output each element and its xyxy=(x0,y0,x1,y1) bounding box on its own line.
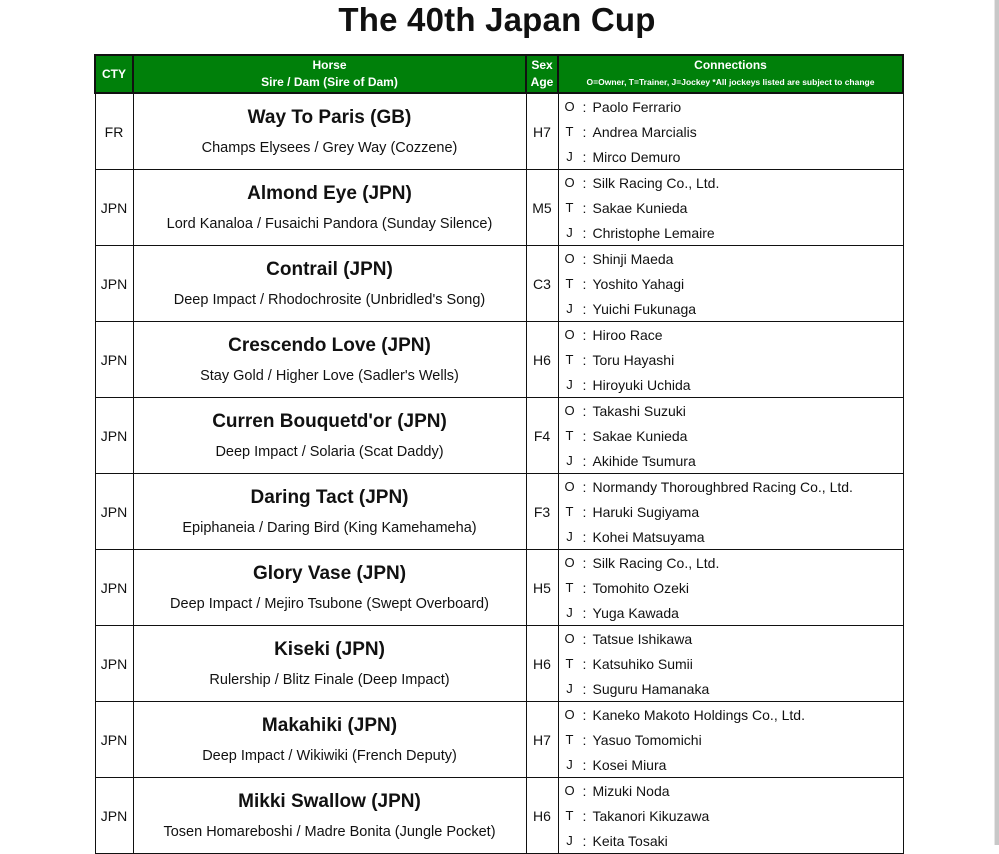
connection-name: Takanori Kikuzawa xyxy=(592,807,710,824)
connection-role: O xyxy=(564,707,575,722)
connection-name: Paolo Ferrario xyxy=(592,98,682,115)
connection-line xyxy=(559,296,903,321)
connection-line xyxy=(559,524,903,549)
sex-age-cell: C3 xyxy=(526,246,558,322)
connection-name: Shinji Maeda xyxy=(592,250,674,267)
connection-line xyxy=(559,778,903,803)
connection-line xyxy=(559,398,903,423)
sex-age-cell: H5 xyxy=(526,550,558,626)
connections-cell xyxy=(558,398,903,474)
connection-name: Haruki Sugiyama xyxy=(592,503,700,520)
connection-line xyxy=(559,423,903,448)
connection-name: Yoshito Yahagi xyxy=(592,275,685,292)
connection-name: Tatsue Ishikawa xyxy=(592,630,693,647)
table-row xyxy=(95,246,903,322)
header-pedigree-label: Sire / Dam (Sire of Dam) xyxy=(261,75,398,89)
connection-separator: : xyxy=(582,250,587,267)
connection-separator: : xyxy=(582,452,587,469)
connection-role: O xyxy=(564,631,575,646)
connection-role: T xyxy=(565,732,574,747)
horse-name: Curren Bouquetd'or (JPN) xyxy=(212,410,447,432)
connection-line xyxy=(559,828,903,853)
connections-cell xyxy=(558,702,903,778)
header-cty xyxy=(95,55,133,93)
header-connections-legend: O=Owner, T=Trainer, J=Jockey *All jockeys listed are subject to change xyxy=(586,77,875,87)
horse-name: Glory Vase (JPN) xyxy=(252,562,407,584)
connection-name: Hiroo Race xyxy=(592,326,663,343)
connection-line xyxy=(559,651,903,676)
country-cell: JPN xyxy=(95,626,133,702)
horse-pedigree: Champs Elysees / Grey Way (Cozzene) xyxy=(201,139,458,156)
sex-age-cell: M5 xyxy=(526,170,558,246)
connection-role: J xyxy=(566,453,573,468)
connection-separator: : xyxy=(582,98,587,115)
connection-line xyxy=(559,220,903,245)
connection-name: Christophe Lemaire xyxy=(592,224,715,241)
sex-age-cell: F4 xyxy=(526,398,558,474)
sex-age-cell: H6 xyxy=(526,778,558,854)
connection-role: T xyxy=(565,504,574,519)
horse-name: Contrail (JPN) xyxy=(266,258,393,280)
connection-name: Sakae Kunieda xyxy=(592,427,688,444)
connections-cell xyxy=(558,778,903,854)
sex-age-cell: F3 xyxy=(526,474,558,550)
horse-pedigree: Stay Gold / Higher Love (Sadler's Wells) xyxy=(200,367,459,384)
header-age-label: Age xyxy=(530,75,554,89)
connection-line xyxy=(559,752,903,777)
connection-separator: : xyxy=(582,275,587,292)
connection-role: J xyxy=(566,149,573,164)
connection-role: J xyxy=(566,529,573,544)
header-connections xyxy=(558,55,903,93)
connection-separator: : xyxy=(582,832,587,849)
horse-cell xyxy=(133,474,526,550)
horse-cell xyxy=(133,550,526,626)
connections-cell xyxy=(558,93,903,170)
table-header-row xyxy=(95,55,903,93)
connection-line xyxy=(559,575,903,600)
connection-role: O xyxy=(564,783,575,798)
connection-separator: : xyxy=(582,782,587,799)
connection-line xyxy=(559,550,903,575)
horse-pedigree: Deep Impact / Solaria (Scat Daddy) xyxy=(215,443,444,460)
connection-name: Akihide Tsumura xyxy=(592,452,696,469)
horse-cell xyxy=(133,246,526,322)
table-row xyxy=(95,626,903,702)
connection-role: T xyxy=(565,200,574,215)
connection-separator: : xyxy=(582,300,587,317)
connection-name: Silk Racing Co., Ltd. xyxy=(592,554,720,571)
connection-name: Yuga Kawada xyxy=(592,604,679,621)
connection-name: Keita Tosaki xyxy=(592,832,668,849)
horse-name: Crescendo Love (JPN) xyxy=(228,334,431,356)
header-connections-label: Connections xyxy=(694,58,767,72)
horse-name: Makahiki (JPN) xyxy=(261,714,398,736)
country-cell: JPN xyxy=(95,702,133,778)
table-row xyxy=(95,170,903,246)
horse-pedigree: Deep Impact / Wikiwiki (French Deputy) xyxy=(202,747,457,764)
connection-line xyxy=(559,170,903,195)
connection-role: J xyxy=(566,833,573,848)
table-row xyxy=(95,778,903,854)
connection-line xyxy=(559,372,903,397)
page-edge xyxy=(995,0,999,845)
connection-name: Silk Racing Co., Ltd. xyxy=(592,174,720,191)
document-title: The 40th Japan Cup xyxy=(338,1,656,38)
connection-line xyxy=(559,803,903,828)
connection-line xyxy=(559,119,903,144)
entries-table xyxy=(94,54,904,854)
table-row xyxy=(95,550,903,626)
connection-name: Sakae Kunieda xyxy=(592,199,688,216)
table-row xyxy=(95,474,903,550)
horse-name: Kiseki (JPN) xyxy=(274,638,385,660)
connection-role: O xyxy=(564,479,575,494)
connection-separator: : xyxy=(582,199,587,216)
horse-cell xyxy=(133,702,526,778)
connection-separator: : xyxy=(582,731,587,748)
connection-role: T xyxy=(565,808,574,823)
horse-cell xyxy=(133,170,526,246)
connection-name: Suguru Hamanaka xyxy=(592,680,710,697)
connection-role: T xyxy=(565,352,574,367)
connection-separator: : xyxy=(582,756,587,773)
connection-line xyxy=(559,702,903,727)
connection-role: T xyxy=(565,276,574,291)
horse-name: Way To Paris (GB) xyxy=(247,106,412,128)
connection-line xyxy=(559,322,903,347)
connection-role: J xyxy=(566,377,573,392)
connection-separator: : xyxy=(582,326,587,343)
connection-name: Yuichi Fukunaga xyxy=(592,300,697,317)
horse-name: Daring Tact (JPN) xyxy=(250,486,409,508)
connection-line xyxy=(559,499,903,524)
connections-cell xyxy=(558,246,903,322)
horse-pedigree: Tosen Homareboshi / Madre Bonita (Jungle Pocket) xyxy=(163,823,496,840)
connection-name: Kaneko Makoto Holdings Co., Ltd. xyxy=(592,706,805,723)
connection-separator: : xyxy=(582,376,587,393)
sex-age-cell: H6 xyxy=(526,322,558,398)
table-row xyxy=(95,322,903,398)
connection-separator: : xyxy=(582,224,587,241)
connection-role: J xyxy=(566,681,573,696)
connection-line xyxy=(559,347,903,372)
connection-name: Tomohito Ozeki xyxy=(592,579,689,596)
connection-separator: : xyxy=(582,174,587,191)
header-sex-label: Sex xyxy=(531,58,553,72)
connections-cell xyxy=(558,170,903,246)
connection-separator: : xyxy=(582,478,587,495)
connection-separator: : xyxy=(582,402,587,419)
connection-line xyxy=(559,676,903,701)
connection-role: J xyxy=(566,605,573,620)
connection-line xyxy=(559,195,903,220)
country-cell: JPN xyxy=(95,778,133,854)
connection-separator: : xyxy=(582,123,587,140)
connection-name: Normandy Thoroughbred Racing Co., Ltd. xyxy=(592,478,853,495)
connection-separator: : xyxy=(582,351,587,368)
horse-cell xyxy=(133,778,526,854)
horse-pedigree: Epiphaneia / Daring Bird (King Kamehameha) xyxy=(182,519,477,536)
horse-pedigree: Deep Impact / Rhodochrosite (Unbridled's Song) xyxy=(173,291,486,308)
horse-name: Mikki Swallow (JPN) xyxy=(238,790,421,812)
connection-role: J xyxy=(566,225,573,240)
connections-cell xyxy=(558,550,903,626)
sex-age-cell: H6 xyxy=(526,626,558,702)
header-cty-label: CTY xyxy=(102,66,126,81)
connection-line xyxy=(559,448,903,473)
connection-name: Toru Hayashi xyxy=(592,351,675,368)
connection-role: T xyxy=(565,428,574,443)
connection-line xyxy=(559,626,903,651)
connection-role: O xyxy=(564,251,575,266)
connection-separator: : xyxy=(582,579,587,596)
sex-age-cell: H7 xyxy=(526,93,558,170)
connection-name: Mizuki Noda xyxy=(592,782,670,799)
entries-body xyxy=(95,93,903,854)
connection-separator: : xyxy=(582,807,587,824)
country-cell: JPN xyxy=(95,322,133,398)
connection-name: Mirco Demuro xyxy=(592,148,681,165)
connection-role: O xyxy=(564,403,575,418)
connection-separator: : xyxy=(582,630,587,647)
horse-cell xyxy=(133,93,526,170)
connection-name: Takashi Suzuki xyxy=(592,402,686,419)
country-cell: JPN xyxy=(95,398,133,474)
connection-separator: : xyxy=(582,706,587,723)
horse-cell xyxy=(133,398,526,474)
connection-role: O xyxy=(564,327,575,342)
connection-role: J xyxy=(566,301,573,316)
connection-role: O xyxy=(564,99,575,114)
connection-separator: : xyxy=(582,503,587,520)
connection-name: Andrea Marcialis xyxy=(592,123,697,140)
horse-pedigree: Deep Impact / Mejiro Tsubone (Swept Overboard) xyxy=(170,595,489,612)
header-horse-label: Horse xyxy=(312,58,347,72)
header-sex-age xyxy=(526,55,558,93)
connection-separator: : xyxy=(582,554,587,571)
country-cell: JPN xyxy=(95,246,133,322)
country-cell: JPN xyxy=(95,474,133,550)
horse-cell xyxy=(133,626,526,702)
connection-line xyxy=(559,246,903,271)
connection-role: O xyxy=(564,555,575,570)
table-row xyxy=(95,93,903,170)
connection-name: Kosei Miura xyxy=(592,756,667,773)
sex-age-cell: H7 xyxy=(526,702,558,778)
horse-cell xyxy=(133,322,526,398)
connection-role: J xyxy=(566,757,573,772)
connections-cell xyxy=(558,322,903,398)
connection-separator: : xyxy=(582,680,587,697)
connection-role: T xyxy=(565,124,574,139)
horse-name: Almond Eye (JPN) xyxy=(247,182,412,204)
connection-role: O xyxy=(564,175,575,190)
connections-cell xyxy=(558,626,903,702)
connection-separator: : xyxy=(582,655,587,672)
connection-line xyxy=(559,474,903,499)
country-cell: FR xyxy=(95,93,133,170)
connection-line xyxy=(559,271,903,296)
connection-role: T xyxy=(565,656,574,671)
connection-name: Kohei Matsuyama xyxy=(592,528,705,545)
connection-line xyxy=(559,144,903,169)
header-horse xyxy=(133,55,526,93)
connection-name: Katsuhiko Sumii xyxy=(592,655,693,672)
connection-line xyxy=(559,600,903,625)
horse-pedigree: Rulership / Blitz Finale (Deep Impact) xyxy=(209,671,450,688)
connection-separator: : xyxy=(582,604,587,621)
connection-separator: : xyxy=(582,148,587,165)
connection-separator: : xyxy=(582,528,587,545)
country-cell: JPN xyxy=(95,550,133,626)
connections-cell xyxy=(558,474,903,550)
table-row xyxy=(95,702,903,778)
connection-separator: : xyxy=(582,427,587,444)
table-row xyxy=(95,398,903,474)
connection-name: Yasuo Tomomichi xyxy=(592,731,702,748)
connection-name: Hiroyuki Uchida xyxy=(592,376,691,393)
connection-role: T xyxy=(565,580,574,595)
connection-line xyxy=(559,94,903,119)
country-cell: JPN xyxy=(95,170,133,246)
connection-line xyxy=(559,727,903,752)
horse-pedigree: Lord Kanaloa / Fusaichi Pandora (Sunday Silence) xyxy=(166,215,493,232)
